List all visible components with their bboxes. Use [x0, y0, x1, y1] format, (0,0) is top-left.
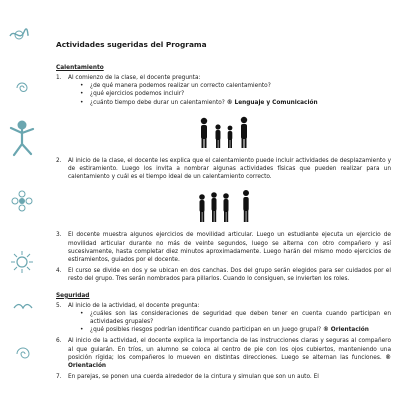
item-number: 4.: [56, 268, 62, 275]
stick-figure-icon: [6, 118, 38, 158]
subject-tag: ® Orientación: [68, 354, 391, 370]
activity-item: [56, 267, 391, 283]
page-title: Actividades sugeridas del Programa: [56, 40, 207, 49]
item-text: En parejas, se ponen una cuerda alrededor de la cintura y simulan que son un auto. El: [68, 374, 319, 381]
flower-icon: [10, 190, 34, 212]
decorative-sidebar: [0, 0, 46, 400]
item-number: 7.: [56, 374, 62, 381]
list-item: • ¿de qué manera podemos realizar un correcto calentamiento?: [78, 82, 391, 90]
item-number: 6.: [56, 338, 62, 345]
family-silhouette-icon: [56, 113, 391, 149]
scribble-icon: [8, 26, 30, 44]
item-number: 1.: [56, 75, 62, 81]
question-list: [68, 82, 391, 107]
list-item: [78, 99, 391, 107]
item-text: Al inicio de la actividad, el docente explica la importancia de las instrucciones claras y seguras al compañero al que guiarán. En tríos, un alumno se coloca al centro de pie con los ojos cubiertos, manteniendo una posición rígida; los compañeros lo mueven en distintas direcciones. Luego se alternan las funciones.: [68, 338, 391, 361]
item-number: 2.: [56, 157, 62, 164]
group-silhouette-icon: [56, 187, 391, 223]
swirl-icon: [14, 345, 32, 363]
list-item-text: ¿qué posibles riesgos podrían identificar cuando participan en un juego grupal?: [90, 327, 322, 334]
activity-item: [56, 373, 391, 381]
list-item-text: ¿cuánto tiempo debe durar un calentamiento?: [90, 99, 225, 106]
swirl-icon: [14, 80, 30, 96]
bird-icon: [12, 300, 34, 316]
item-text: Al comienzo de la clase, el docente pregunta:: [68, 75, 201, 81]
sun-icon: [10, 250, 34, 274]
list-item: [78, 326, 391, 334]
activity-item: [56, 157, 391, 182]
section-heading-seguridad: Seguridad: [56, 292, 90, 299]
item-number: 5.: [56, 302, 62, 309]
activity-item: [56, 231, 391, 264]
item-text: El docente muestra algunos ejercicios de movilidad articular. Luego un estudiante ejecuta un ejercicio de movilidad articular durante no más de veinte segundos, luego se alterna con otro compañero y así sucesivamente, hasta completar diez minutos aproximadamente. Luego harán del mismo modo ejercicios de estiramientos, guiados por el docente.: [68, 232, 391, 264]
list-item: • ¿qué ejercicios podemos incluir?: [78, 90, 391, 98]
section-heading-calentamiento: Calentamiento: [56, 65, 104, 71]
item-number: 3.: [56, 232, 62, 239]
subject-tag: ® Lenguaje y Comunicación: [226, 99, 318, 106]
subject-tag: ® Orientación: [322, 327, 369, 334]
activity-item: [56, 337, 391, 370]
question-list: [68, 310, 391, 335]
item-text: Al inicio de la clase, el docente les explica que el calentamiento puede incluir actividades de desplazamiento y de estiramiento. Luego los invita a nombrar algunas actividades físicas que pueden realizar para un calentamiento y cuál es el tiempo ideal de un calentamiento correcto.: [68, 157, 391, 181]
item-text: El curso se divide en dos y se ubican en dos canchas. Dos del grupo serán elegidos para ser cuidados por el resto del grupo. Tres serán nombrados para pillarlos. Cuando lo consiguen, se invierten los roles.: [68, 268, 391, 283]
item-text: Al inicio de la actividad, el docente pregunta:: [68, 302, 200, 309]
list-item: • ¿cuáles son las consideraciones de seguridad que deben tener en cuenta cuando participan en actividades grupales?: [78, 310, 391, 326]
activity-item: [56, 302, 391, 335]
document-body: [56, 40, 391, 384]
activity-item: [56, 74, 391, 107]
